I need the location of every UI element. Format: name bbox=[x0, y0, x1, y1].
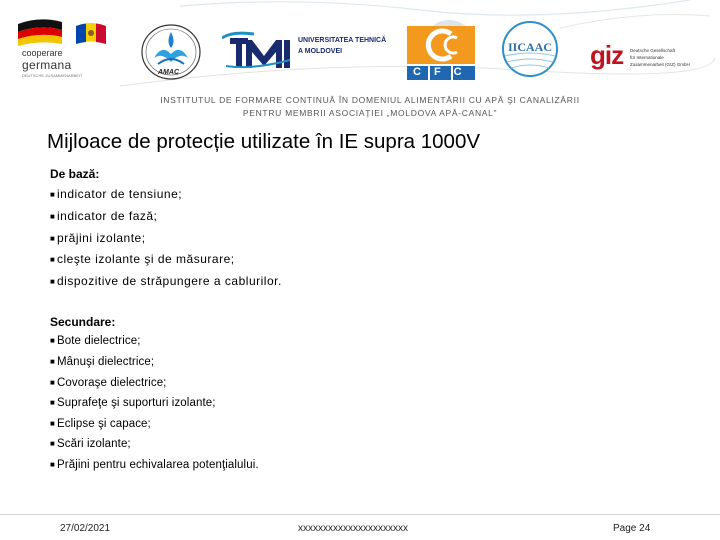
germany-flag-icon bbox=[18, 18, 62, 46]
giz-mark: giz bbox=[590, 40, 624, 70]
cfc-letters: CFC bbox=[413, 66, 475, 78]
basic-section-label: De bază: bbox=[50, 167, 100, 181]
bullet-icon: ■ bbox=[50, 398, 55, 407]
institute-line2: PENTRU MEMBRII ASOCIAȚIEI „MOLDOVA APĂ-CANAL” bbox=[242, 108, 498, 118]
bullet-icon: ■ bbox=[50, 378, 55, 387]
bullet-icon: ■ bbox=[50, 439, 55, 448]
cooperare-germana-logo bbox=[18, 18, 108, 76]
utm-monogram-icon bbox=[222, 30, 294, 70]
amac-label: AMAC bbox=[158, 69, 179, 76]
bullet-icon: ■ bbox=[50, 357, 55, 366]
cfc-logo bbox=[407, 18, 475, 80]
list-item: ■ Covoraşe dielectrice; bbox=[50, 377, 167, 389]
bullet-icon: ■ bbox=[50, 460, 55, 469]
bullet-icon: ■ bbox=[50, 190, 56, 199]
list-item: ■ indicator de tensiune; bbox=[50, 187, 183, 201]
germana-text: germana bbox=[22, 58, 72, 72]
footer-page-number: Page 24 bbox=[613, 523, 651, 534]
list-item: ■ prăjini izolante; bbox=[50, 231, 146, 245]
bullet-icon: ■ bbox=[50, 336, 55, 345]
giz-logo bbox=[590, 40, 700, 74]
slide-title: Mijloace de protecție utilizate în IE supra 1000V bbox=[47, 130, 481, 153]
footer-divider bbox=[0, 514, 720, 515]
moldova-flag-icon bbox=[76, 22, 106, 46]
secondary-section-label: Secundare: bbox=[50, 315, 116, 329]
cooperare-text: cooperare bbox=[22, 48, 63, 58]
list-item: ■ dispozitive de străpungere a cablurilor. bbox=[50, 274, 282, 288]
giz-text-line1: Deutsche Gesellschaft bbox=[630, 48, 676, 53]
institute-line1: INSTITUTUL DE FORMARE CONTINUĂ ÎN DOMENIUL ALIMENTĂRII CU APĂ ŞI CANALIZĂRII bbox=[160, 95, 580, 105]
institute-heading bbox=[150, 94, 590, 120]
utm-name-line2: A MOLDOVEI bbox=[298, 48, 343, 55]
bullet-icon: ■ bbox=[50, 212, 56, 221]
footer-placeholder: xxxxxxxxxxxxxxxxxxxxxx bbox=[298, 523, 408, 534]
bullet-icon: ■ bbox=[50, 255, 56, 264]
list-item: ■ indicator de fază; bbox=[50, 209, 158, 223]
bullet-icon: ■ bbox=[50, 234, 56, 243]
list-item: ■ cleşte izolante şi de măsurare; bbox=[50, 252, 235, 266]
amac-logo bbox=[140, 24, 202, 82]
bullet-icon: ■ bbox=[50, 419, 55, 428]
bullet-icon: ■ bbox=[50, 277, 56, 286]
list-item: ■ Bote dielectrice; bbox=[50, 335, 141, 347]
ccaac-label: IICAAC bbox=[507, 40, 552, 54]
giz-text-line2: für Internationale bbox=[630, 55, 664, 60]
list-item: ■ Scări izolante; bbox=[50, 438, 131, 450]
ccaac-logo bbox=[501, 20, 559, 78]
list-item: ■ Prăjini pentru echivalarea potenţialului. bbox=[50, 459, 259, 471]
utm-logo bbox=[222, 30, 397, 70]
logo-header bbox=[0, 0, 720, 90]
footer-date: 27/02/2021 bbox=[60, 523, 111, 534]
utm-name-line1: UNIVERSITATEA TEHNICĂ bbox=[298, 37, 387, 44]
giz-text-line3: Zusammenarbeit (GIZ) GmbH bbox=[630, 62, 690, 67]
list-item: ■ Suprafeţe şi suporturi izolante; bbox=[50, 397, 216, 409]
list-item: ■ Eclipse şi capace; bbox=[50, 418, 151, 430]
deutsche-zusammenarbeit-text: DEUTSCHE ZUSAMMENARBEIT bbox=[22, 73, 83, 78]
list-item: ■ Mânuşi dielectrice; bbox=[50, 356, 155, 368]
